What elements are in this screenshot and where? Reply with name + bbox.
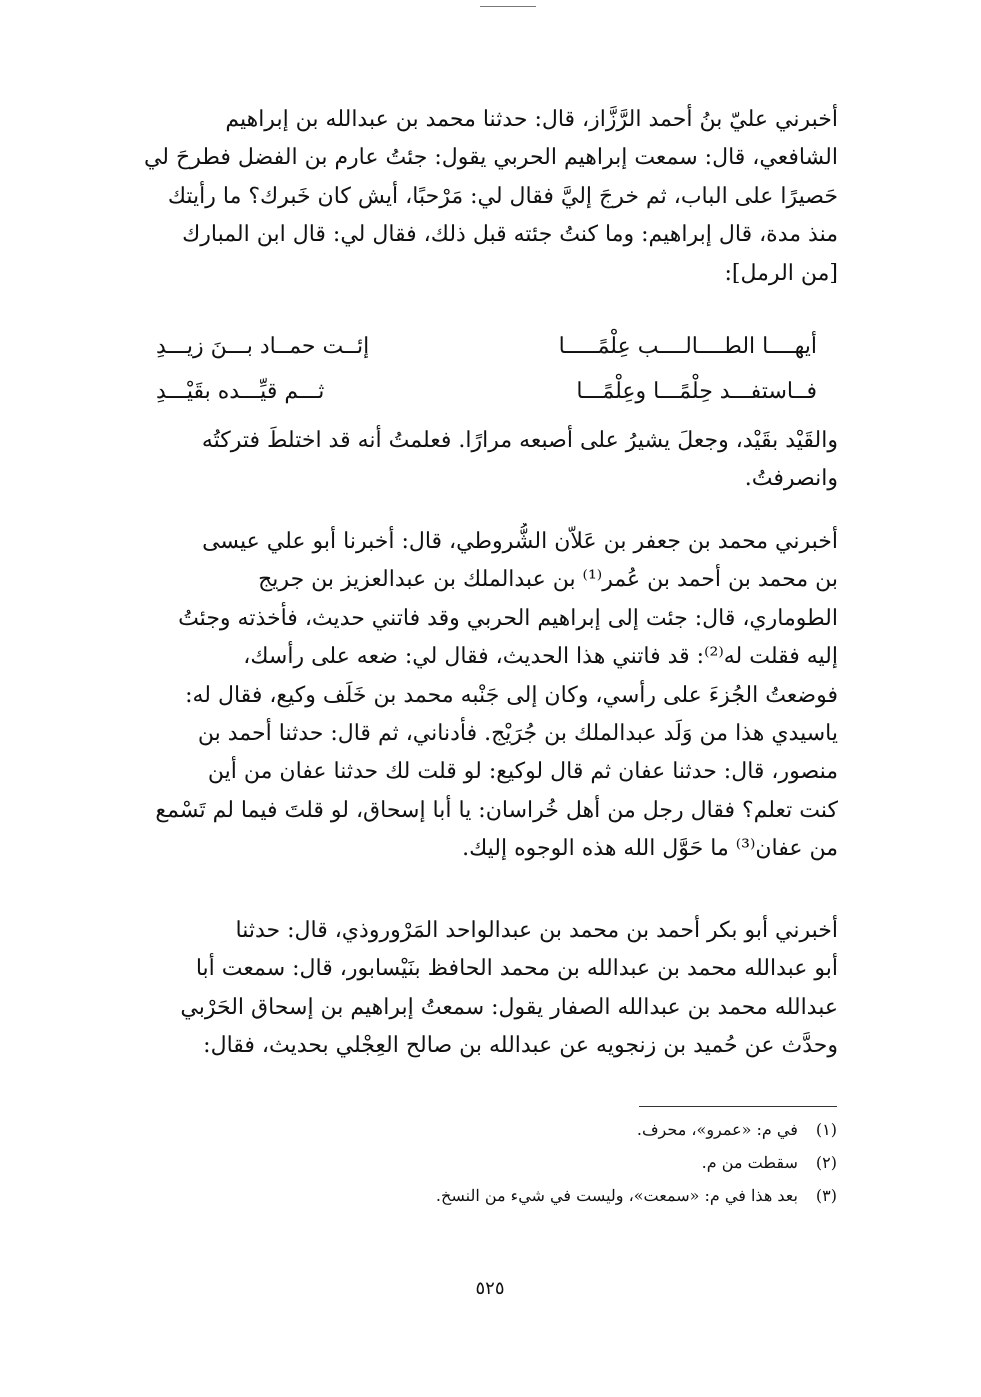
footnote-text: بعد هذا في م: «سمعت»، وليست في شيء من النسخ. xyxy=(435,1186,798,1205)
text-line: بن محمد بن أحمد بن عُمر⁽¹⁾ بن عبدالملك بن عبدالعزيز بن جريج xyxy=(258,567,838,593)
text-line: عبدالله محمد بن عبدالله الصفار يقول: سمعتُ إبراهيم بن إسحاق الحَرْبي xyxy=(180,994,838,1020)
paragraph-3 xyxy=(126,912,838,1066)
footnote-2 xyxy=(702,1153,837,1172)
footnote-3 xyxy=(436,1186,837,1205)
text-line: والقَيْد بقَيْد، وجعلَ يشيرُ على أصبعه مرارًا. فعلمتُ أنه قد اختلطَ فتركتُه xyxy=(201,428,838,453)
verse-2-second-hemistich: ثـــم قيِّـــده بقَيْـــدِ xyxy=(156,379,325,404)
text-line: فوضعتُ الجُزءَ على رأسي، وكان إلى جَنْبه محمد بن خَلَف وكيع، فقال له: xyxy=(185,682,838,708)
text-line: [من الرمل]: xyxy=(724,260,838,286)
text-line: كنت تعلم؟ فقال رجل من أهل خُراسان: يا أبا إسحاق، لو قلتَ فيما لم تَسْمع xyxy=(155,797,838,823)
footnote-1 xyxy=(637,1120,837,1139)
paragraph-2 xyxy=(126,523,838,869)
footnote-text: سقطت من م. xyxy=(701,1153,798,1172)
text-line: ياسيدي هذا من وَلَد عبدالملك بن جُرَيْج. فأدناني، ثم قال: حدثنا أحمد بن xyxy=(197,720,838,746)
footnote-number: (٣) xyxy=(815,1186,837,1205)
text-line: أخبرني عليّ بنُ أحمد الرَّزَّاز، قال: حدثنا محمد بن عبدالله بن إبراهيم xyxy=(225,107,838,132)
footnote-number: (١) xyxy=(815,1120,837,1139)
page-number: ٥٢٥ xyxy=(475,1278,505,1299)
verse-1-first-hemistich: أيهــــا الطــــالــــب عِلْمًـــــا xyxy=(558,334,817,359)
text-line: أبو عبدالله محمد بن عبدالله بن محمد الحافظ بنَيْسابور، قال: سمعت أبا xyxy=(195,956,838,982)
text-line: أخبرني محمد بن جعفر بن عَلاّن الشُّروطي، قال: أخبرنا أبو علي عيسى xyxy=(202,529,838,554)
text-line: حَصيرًا على الباب، ثم خرجَ إليَّ فقال لي: مَرْحبًا، أيش كان خَبرك؟ ما رأيتك xyxy=(167,183,838,209)
text-line: أخبرني أبو بكر أحمد بن محمد بن عبدالواحد المَرْوروذي، قال: حدثنا xyxy=(235,918,838,943)
paragraph-1-continuation xyxy=(126,422,838,499)
footnote-number: (٢) xyxy=(815,1153,837,1172)
text-line: وانصرفتُ. xyxy=(744,466,838,492)
text-line: الطوماري، قال: جئت إلى إبراهيم الحربي وقد فاتني حديث، فأخذته وجئتُ xyxy=(178,605,838,631)
verse-2-first-hemistich: فــاستفـــد حِلْمًـــا وعِلْمًـــا xyxy=(576,379,817,404)
text-line: الشافعي، قال: سمعت إبراهيم الحربي يقول: جئتُ عارم بن الفضل فطرحَ لي xyxy=(143,145,838,171)
header-rule xyxy=(480,6,536,7)
verse-1-second-hemistich: إئــت حمــاد بـــنَ زيـــدِ xyxy=(156,334,370,359)
footnote-separator xyxy=(639,1106,837,1107)
text-line: إليه فقلت له⁽²⁾: قد فاتني هذا الحديث، فقال لي: ضعه على رأسك، xyxy=(243,644,838,670)
text-line: منصور، قال: حدثنا عفان ثم قال لوكيع: لو قلت لك حدثنا عفان من أين xyxy=(207,759,838,785)
text-line: وحدَّث عن حُميد بن زنجويه عن عبدالله بن صالح العِجْلي بحديث، فقال: xyxy=(203,1033,838,1059)
text-line: من عفان⁽³⁾ ما حَوَّل الله هذه الوجوه إليك. xyxy=(462,836,838,862)
footnote-text: في م: «عمرو»، محرف. xyxy=(636,1120,798,1139)
text-line: منذ مدة، قال إبراهيم: وما كنتُ جئته قبل ذلك، فقال لي: قال ابن المبارك xyxy=(182,222,838,248)
paragraph-1 xyxy=(126,101,838,293)
